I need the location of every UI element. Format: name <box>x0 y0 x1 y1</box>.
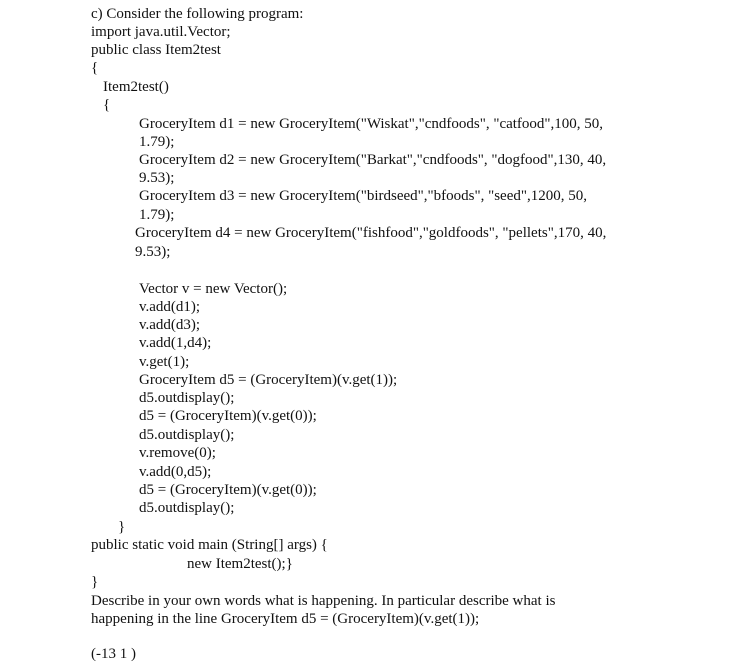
question-heading: c) Consider the following program: <box>91 6 304 22</box>
code-line-d1-cont: 1.79); <box>139 134 175 150</box>
cut-off-line: (-13 1 ) <box>91 646 136 662</box>
code-line-outdisplay-1: d5.outdisplay(); <box>139 390 235 406</box>
question-prompt-line-2: happening in the line GroceryItem d5 = (GroceryItem)(v.get(1)); <box>91 611 480 627</box>
code-line-get: v.get(1); <box>139 354 190 370</box>
code-line-d5-get0-again: d5 = (GroceryItem)(v.get(0)); <box>139 482 317 498</box>
code-line-add-d4: v.add(1,d4); <box>139 335 212 351</box>
code-line-constructor-open-brace: { <box>103 97 111 113</box>
code-line-d5-cast: GroceryItem d5 = (GroceryItem)(v.get(1)); <box>139 372 398 388</box>
code-line-add-d3: v.add(d3); <box>139 317 201 333</box>
code-line-class-close-brace: } <box>91 574 99 590</box>
code-line-remove: v.remove(0); <box>139 445 216 461</box>
code-line-d2: GroceryItem d2 = new GroceryItem("Barkat","cndfoods", "dogfood",130, 40, <box>139 152 607 168</box>
code-line-d1: GroceryItem d1 = new GroceryItem("Wiskat","cndfoods", "catfood",100, 50, <box>139 116 604 132</box>
code-line-main-body: new Item2test();} <box>187 556 293 572</box>
code-line-outdisplay-3: d5.outdisplay(); <box>139 500 235 516</box>
code-line-d5-get0: d5 = (GroceryItem)(v.get(0)); <box>139 408 317 424</box>
code-line-constructor-close-brace: } <box>118 519 126 535</box>
code-line-import: import java.util.Vector; <box>91 24 231 40</box>
code-line-add-d1: v.add(d1); <box>139 299 201 315</box>
code-line-d4-cont: 9.53); <box>135 244 171 260</box>
code-line-d3: GroceryItem d3 = new GroceryItem("birdseed","bfoods", "seed",1200, 50, <box>139 188 587 204</box>
code-line-d2-cont: 9.53); <box>139 170 175 186</box>
code-line-add-d5: v.add(0,d5); <box>139 464 212 480</box>
code-line-outdisplay-2: d5.outdisplay(); <box>139 427 235 443</box>
question-prompt-line-1: Describe in your own words what is happening. In particular describe what is <box>91 593 556 609</box>
code-line-constructor: Item2test() <box>103 79 169 95</box>
code-line-class-open-brace: { <box>91 60 99 76</box>
code-line-d4: GroceryItem d4 = new GroceryItem("fishfood","goldfoods", "pellets",170, 40, <box>135 225 607 241</box>
code-line-class-declaration: public class Item2test <box>91 42 221 58</box>
code-line-main: public static void main (String[] args) { <box>91 537 328 553</box>
code-line-d3-cont: 1.79); <box>139 207 175 223</box>
code-line-vector-new: Vector v = new Vector(); <box>139 281 288 297</box>
